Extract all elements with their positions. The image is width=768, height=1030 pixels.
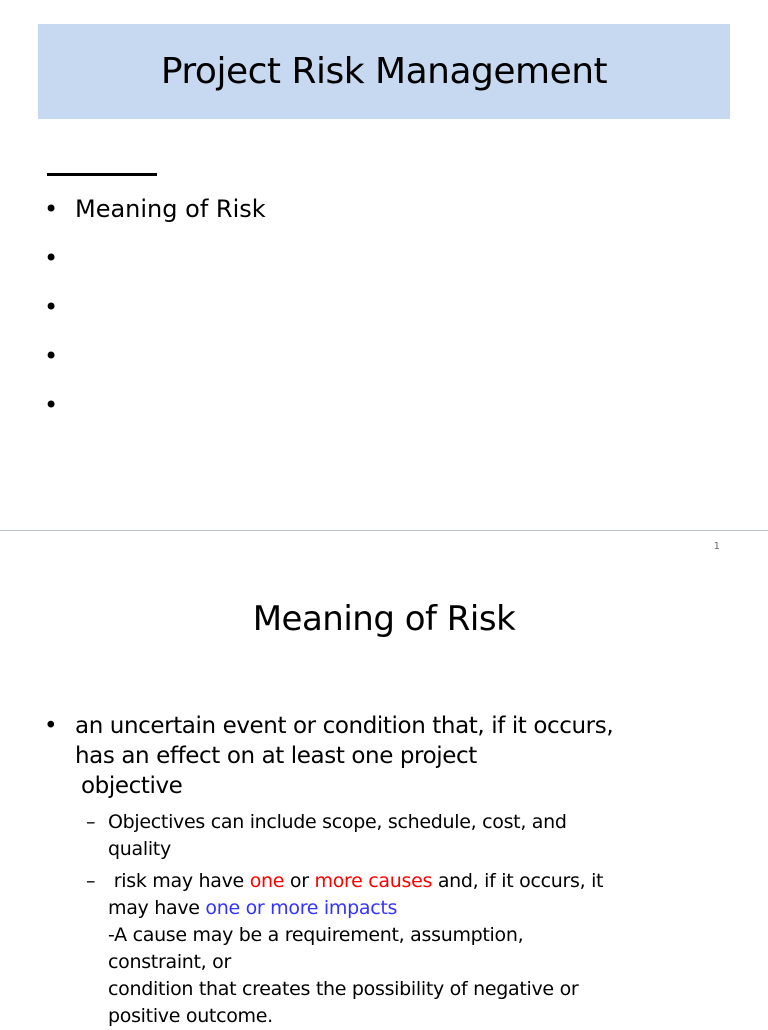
agenda-item xyxy=(44,189,266,238)
main-bullet-line-2: has an effect on at least one project xyxy=(75,743,477,769)
slide-2-body xyxy=(44,711,734,1030)
title-band xyxy=(38,24,730,119)
agenda-item xyxy=(44,336,266,385)
main-bullet-line-3: objective xyxy=(81,773,183,799)
main-bullet-line-1: an uncertain event or condition that, if it occurs, xyxy=(75,713,614,739)
bullet-dot-icon: • xyxy=(44,713,58,739)
slide-2-title: Meaning of Risk xyxy=(252,599,516,639)
cause-line-1: -A cause may be a requirement, assumption, xyxy=(108,924,524,946)
bullet-dot-icon: • xyxy=(44,391,59,419)
dash-bullet-icon: – xyxy=(86,811,96,833)
cause-line-4: positive outcome. xyxy=(108,1005,273,1027)
causes-or-text: or xyxy=(289,870,309,892)
slide-2 xyxy=(0,531,768,1027)
sub-bullet-causes xyxy=(86,868,734,1030)
main-bullet xyxy=(44,711,734,801)
may-have-text: may have xyxy=(108,897,200,919)
agenda-item xyxy=(44,287,266,336)
slide-1-title: Project Risk Management xyxy=(160,51,608,92)
highlight-impacts: one or more impacts xyxy=(205,897,398,919)
agenda-list xyxy=(44,189,266,434)
sub-bullet-1-line-1: Objectives can include scope, schedule, cost, and xyxy=(108,811,567,833)
highlight-one: one xyxy=(249,870,285,892)
cause-line-3: condition that creates the possibility of negative or xyxy=(108,978,579,1000)
title-underline-rule xyxy=(47,173,157,176)
agenda-item-label: Meaning of Risk xyxy=(75,195,266,223)
agenda-item xyxy=(44,385,266,434)
bullet-dot-icon: • xyxy=(44,195,59,223)
agenda-item xyxy=(44,238,266,287)
highlight-more-causes: more causes xyxy=(314,870,433,892)
cause-line-2: constraint, or xyxy=(108,951,232,973)
sub-bullet-1-line-2: quality xyxy=(108,838,171,860)
sub-bullet-objectives xyxy=(86,809,734,863)
bullet-dot-icon: • xyxy=(44,342,59,370)
causes-pre-text: risk may have xyxy=(113,870,244,892)
bullet-dot-icon: • xyxy=(44,293,59,321)
bullet-dot-icon: • xyxy=(44,244,59,272)
dash-bullet-icon: – xyxy=(86,870,96,892)
causes-post-text: and, if it occurs, it xyxy=(437,870,604,892)
page-number: 1 xyxy=(713,541,720,552)
